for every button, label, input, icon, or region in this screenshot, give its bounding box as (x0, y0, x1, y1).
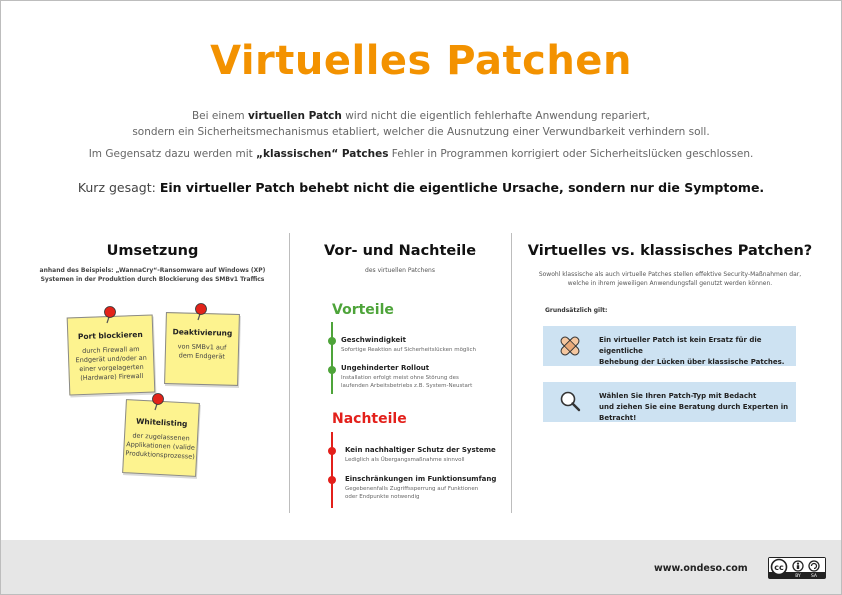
cc-text: cc (774, 563, 784, 572)
nachteil-desc: Lediglich als Übergangsmaßnahme sinnvoll (345, 457, 465, 463)
column-divider (289, 233, 290, 513)
cc-sa-text: SA (810, 574, 818, 578)
box-line: und ziehen Sie eine Beratung durch Experten in Betracht! (599, 403, 789, 422)
intro-text: wird nicht die eigentlich fehlerhafte Anwendung repariert, (341, 110, 651, 122)
note-line: dem Endgerät (178, 351, 226, 361)
vor-nachteile-subtitle: des virtuellen Patchens (365, 267, 435, 274)
nachteil-desc (345, 485, 478, 501)
note-title: Port blockieren (77, 329, 143, 342)
vorteil-title: Ungehinderter Rollout (341, 364, 430, 372)
intro-text: Bei einem (191, 110, 248, 122)
vorteile-timeline (331, 322, 333, 394)
summary-text: Ein virtueller Patch behebt nicht die eigentliche Ursache, sondern nur die Symptome. (159, 180, 765, 195)
cc-by-text: BY (795, 574, 801, 578)
desc-line: oder Endpunkte notwendig (345, 494, 420, 500)
sticky-note-port (67, 315, 156, 396)
vor-nachteile-title: Vor- und Nachteile (323, 243, 477, 259)
summary-label: Kurz gesagt: (77, 180, 160, 195)
bandage-icon (557, 333, 583, 359)
umsetzung-subtitle (30, 266, 275, 284)
vorteil-title: Geschwindigkeit (341, 336, 407, 344)
note-line: durch Firewall am (81, 345, 140, 356)
intro-text: sondern ein Sicherheitsmechanismus etabliert, welcher die Ausnutzung einer Verwundbarkeit verhindern soll. (132, 126, 710, 138)
intro-highlight: virtuellen Patch (247, 110, 342, 122)
umsetzung-title: Umsetzung (106, 243, 199, 259)
pushpin-icon (148, 392, 168, 412)
timeline-dot (328, 337, 336, 345)
note-line: Applikationen (valide (126, 440, 196, 452)
note-line: von SMBv1 auf (177, 342, 227, 352)
text-line: welche in ihrem jeweiligen Anwendungsfall genutzt werden können. (567, 280, 773, 287)
website-link[interactable]: www.ondeso.com (654, 563, 748, 574)
note-line: Endgerät und/oder an (75, 353, 147, 365)
summary (0, 180, 842, 195)
intro-line-3 (0, 146, 842, 163)
sticky-note-deaktivierung (164, 312, 240, 386)
pushpin-icon (100, 305, 120, 325)
timeline-dot (328, 366, 336, 374)
cc-license-badge[interactable] (768, 557, 826, 579)
info-box-ersatz (543, 326, 796, 366)
intro-line-1 (0, 108, 842, 125)
grundsatz-label: Grundsätzlich gilt: (545, 307, 608, 314)
text-line: Sowohl klassische als auch virtuelle Patches stellen effektive Security-Maßnahmen dar, (538, 271, 802, 278)
page-title: Virtuelles Patchen (210, 38, 632, 84)
note-title: Deaktivierung (172, 327, 233, 338)
note-line: einer vorgelagerten (79, 362, 144, 374)
timeline-dot (328, 476, 336, 484)
info-box-text (599, 335, 789, 368)
intro-highlight: „klassischen“ Patches (256, 148, 389, 160)
info-box-beratung (543, 382, 796, 422)
nachteil-title: Einschränkungen im Funktionsumfang (345, 475, 497, 483)
intro-text: Im Gegensatz dazu werden mit (88, 148, 257, 160)
column-divider (511, 233, 512, 513)
nachteil-title: Kein nachhaltiger Schutz der Systeme (345, 446, 496, 454)
subtitle-line: anhand des Beispiels: „WannaCry“-Ransomware auf Windows (XP) (39, 267, 266, 274)
vorteile-heading: Vorteile (332, 302, 394, 318)
desc-line: Gegebenenfalls Zugriffssperrung auf Funktionen (345, 486, 479, 492)
pushpin-icon (191, 302, 211, 322)
note-title: Whitelisting (135, 416, 188, 429)
desc-line: Installation erfolgt meist ohne Störung des (341, 375, 459, 381)
timeline-dot (328, 447, 336, 455)
box-line: Behebung der Lücken über klassische Patches. (599, 358, 785, 366)
note-line: (Hardware) Firewall (80, 371, 144, 383)
vorteil-desc (341, 374, 472, 390)
intro-line-2 (0, 124, 842, 141)
vergleich-title: Virtuelles vs. klassisches Patchen? (527, 243, 813, 259)
magnifier-icon (557, 389, 583, 415)
note-line: der zugelassenen (132, 431, 190, 443)
info-box-text (599, 391, 789, 424)
vorteil-desc: Sofortige Reaktion auf Sicherheitslücken möglich (341, 347, 476, 353)
cc-license-icon (769, 558, 825, 578)
intro-text: Fehler in Programmen korrigiert oder Sicherheitslücken geschlossen. (388, 148, 754, 160)
box-line: Wählen Sie Ihren Patch-Typ mit Bedacht (599, 392, 757, 400)
vergleich-text (520, 270, 820, 288)
nachteile-timeline (331, 432, 333, 508)
box-line: Ein virtueller Patch ist kein Ersatz für die eigentliche (599, 336, 762, 355)
note-line: Produktionsprozesse) (125, 449, 196, 461)
nachteile-heading: Nachteile (332, 411, 407, 427)
subtitle-line: Systemen in der Produktion durch Blockierung des SMBv1 Traffics (40, 276, 265, 283)
desc-line: laufenden Arbeitsbetriebs z.B. System-Neustart (341, 383, 473, 389)
